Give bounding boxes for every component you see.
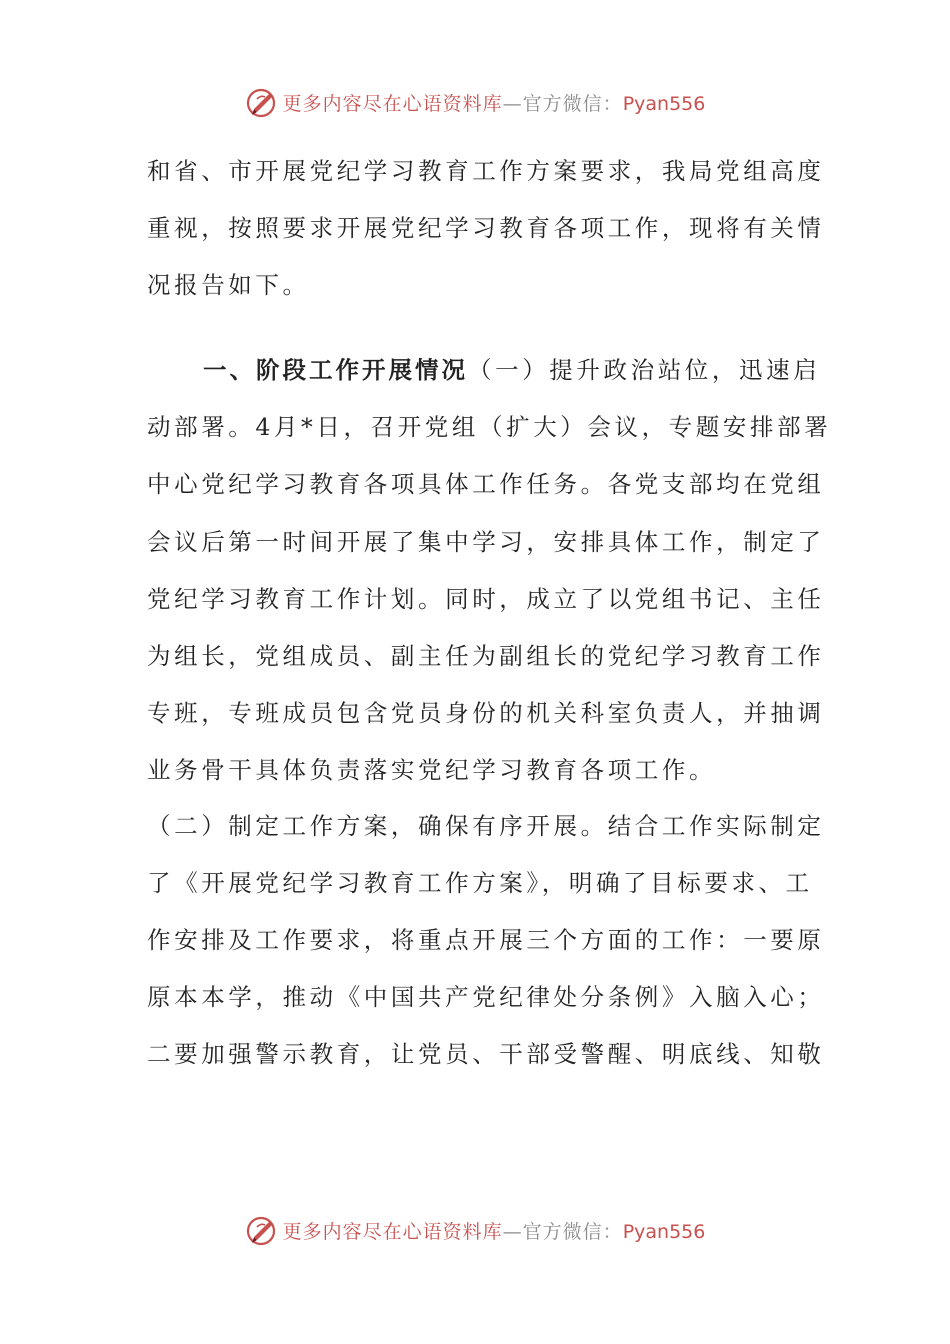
watermark-wechat-label: 官方微信：: [522, 1220, 623, 1243]
section-heading-line: [203, 354, 821, 386]
paragraph-line: 原本本学，推动《中国共产党纪律处分条例》入脑入心；: [147, 983, 825, 1011]
paragraph-line: 专班，专班成员包含党员身份的机关科室负责人，并抽调: [147, 699, 825, 727]
paragraph-line: 况报告如下。: [147, 271, 310, 299]
header-watermark: [0, 82, 950, 122]
paragraph-line: 业务骨干具体负责落实党纪学习教育各项工作。: [147, 756, 717, 784]
watermark-text: [283, 89, 706, 116]
watermark-dash: —: [502, 1220, 523, 1243]
paragraph-line: 重视，按照要求开展党纪学习教育各项工作，现将有关情: [147, 214, 825, 242]
watermark-wechat-id: Pyan556: [622, 92, 706, 115]
watermark-main: 更多内容尽在心语资料库: [282, 1220, 503, 1243]
paragraph-line: 为组长，党组成员、副主任为副组长的党纪学习教育工作: [147, 642, 825, 670]
paragraph-line: 和省、市开展党纪学习教育工作方案要求，我局党组高度: [147, 157, 825, 185]
watermark-dash: —: [502, 92, 523, 115]
paragraph-line: 动部署。4月*日，召开党组（扩大）会议，专题安排部署: [147, 413, 832, 441]
watermark-text: [283, 1217, 706, 1244]
paragraph-line: 二要加强警示教育，让党员、干部受警醒、明底线、知敬: [147, 1040, 825, 1068]
paragraph-line: 中心党纪学习教育各项具体工作任务。各党支部均在党组: [147, 470, 825, 498]
watermark-main: 更多内容尽在心语资料库: [282, 92, 503, 115]
paragraph-line: 党纪学习教育工作计划。同时，成立了以党组书记、主任: [147, 585, 825, 613]
section-heading: 一、阶段工作开展情况: [203, 356, 468, 384]
paragraph-line: 作安排及工作要求，将重点开展三个方面的工作：一要原: [147, 926, 825, 954]
paragraph-line: 会议后第一时间开展了集中学习，安排具体工作，制定了: [147, 528, 825, 556]
paragraph-line: 了《开展党纪学习教育工作方案》，明确了目标要求、工: [147, 869, 813, 897]
subsection-title: （一）提升政治站位，迅速启: [468, 356, 821, 384]
pen-logo-icon: [245, 1213, 279, 1247]
watermark-wechat-label: 官方微信：: [522, 92, 623, 115]
pen-logo-icon: [245, 85, 279, 119]
watermark-wechat-id: Pyan556: [622, 1220, 706, 1243]
footer-watermark: [0, 1210, 950, 1250]
paragraph-line: （二）制定工作方案，确保有序开展。结合工作实际制定: [147, 812, 825, 840]
